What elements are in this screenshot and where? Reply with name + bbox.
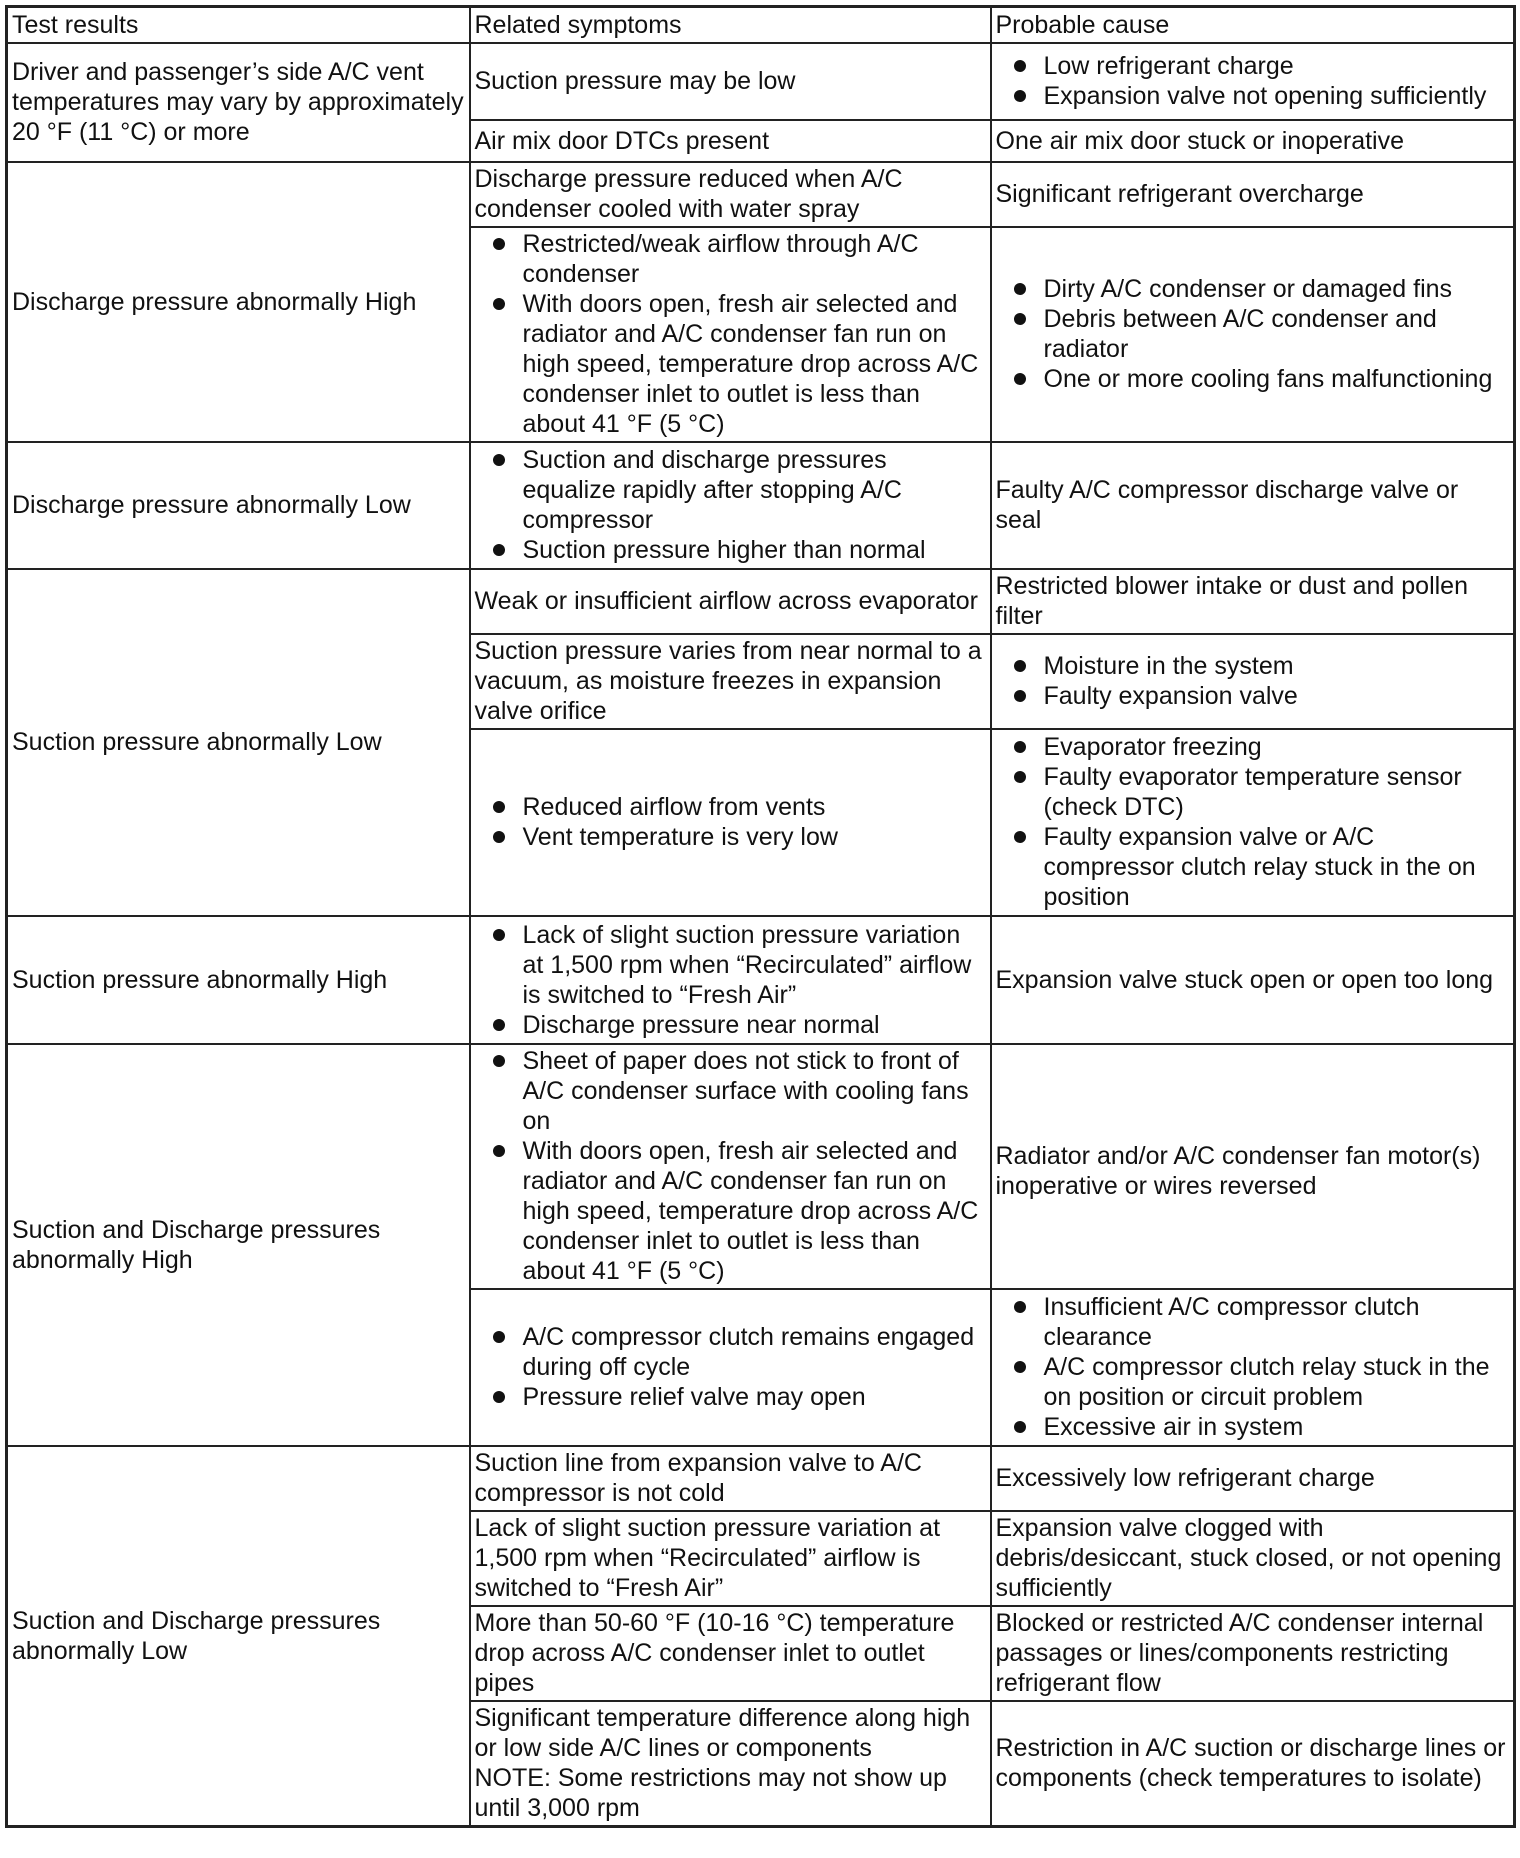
list-item: Reduced airflow from vents [475, 792, 986, 822]
list-item: Sheet of paper does not stick to front of A/C condenser surface with cooling fans on [475, 1046, 986, 1136]
symptom-cell: Weak or insufficient airflow across evaporator [470, 569, 991, 634]
symptom-text: Significant temperature difference along high or low side A/C lines or components [474, 1704, 971, 1762]
cause-list [996, 732, 1510, 912]
test-result-cell: Suction pressure abnormally Low [7, 569, 470, 916]
symptom-cell [470, 1044, 991, 1289]
symptom-list [475, 445, 986, 565]
symptom-list [475, 920, 986, 1040]
symptom-cell: More than 50-60 °F (10-16 °C) temperature drop across A/C condenser inlet to outlet pipes [470, 1606, 991, 1701]
test-result-cell: Suction pressure abnormally High [7, 916, 470, 1044]
table-row [7, 162, 1515, 227]
symptom-cell [470, 729, 991, 916]
cause-cell: Faulty A/C compressor discharge valve or seal [991, 442, 1515, 569]
list-item: Dirty A/C condenser or damaged fins [996, 274, 1510, 304]
list-item: One or more cooling fans malfunctioning [996, 364, 1510, 394]
list-item: With doors open, fresh air selected and radiator and A/C condenser fan run on high speed, temperature drop across A/C condenser inlet to outlet is less than about 41 °F (5 °C) [475, 289, 986, 439]
cause-cell: Restricted blower intake or dust and pollen filter [991, 569, 1515, 634]
cause-cell [991, 1289, 1515, 1446]
list-item: Evaporator freezing [996, 732, 1510, 762]
diagnosis-table [5, 5, 1516, 1828]
header-row [7, 7, 1515, 44]
symptom-cell [470, 227, 991, 442]
cause-cell: Significant refrigerant overcharge [991, 162, 1515, 227]
symptom-cell [470, 442, 991, 569]
list-item: Excessive air in system [996, 1412, 1510, 1442]
list-item: Vent temperature is very low [475, 822, 986, 852]
table-row [7, 569, 1515, 634]
symptom-cell: Suction line from expansion valve to A/C compressor is not cold [470, 1446, 991, 1511]
list-item: A/C compressor clutch relay stuck in the on position or circuit problem [996, 1352, 1510, 1412]
symptom-list [475, 1322, 986, 1412]
list-item: Discharge pressure near normal [475, 1010, 986, 1040]
cause-list [996, 1292, 1510, 1442]
list-item: A/C compressor clutch remains engaged during off cycle [475, 1322, 986, 1382]
table-row [7, 916, 1515, 1044]
symptom-list [475, 1046, 986, 1286]
cause-cell: Expansion valve clogged with debris/desiccant, stuck closed, or not opening sufficiently [991, 1511, 1515, 1606]
symptom-cell: Air mix door DTCs present [470, 120, 991, 162]
list-item: Faulty expansion valve [996, 681, 1510, 711]
header-related-symptoms: Related symptoms [470, 7, 991, 44]
symptom-cell: Discharge pressure reduced when A/C condenser cooled with water spray [470, 162, 991, 227]
cause-cell [991, 43, 1515, 120]
cause-cell: Restriction in A/C suction or discharge lines or components (check temperatures to isolate) [991, 1701, 1515, 1827]
test-result-cell: Suction and Discharge pressures abnormally High [7, 1044, 470, 1446]
cause-cell: Expansion valve stuck open or open too long [991, 916, 1515, 1044]
cause-cell [991, 227, 1515, 442]
table-row [7, 43, 1515, 120]
list-item: Suction pressure higher than normal [475, 535, 986, 565]
cause-cell: One air mix door stuck or inoperative [991, 120, 1515, 162]
symptom-cell: Suction pressure varies from near normal to a vacuum, as moisture freezes in expansion valve orifice [470, 634, 991, 729]
test-result-cell: Discharge pressure abnormally High [7, 162, 470, 442]
symptom-cell [470, 1289, 991, 1446]
test-result-cell: Suction and Discharge pressures abnormally Low [7, 1446, 470, 1827]
cause-cell [991, 634, 1515, 729]
list-item: Restricted/weak airflow through A/C condenser [475, 229, 986, 289]
list-item: Expansion valve not opening sufficiently [996, 81, 1510, 111]
symptom-cell [470, 1701, 991, 1827]
cause-cell: Excessively low refrigerant charge [991, 1446, 1515, 1511]
list-item: Lack of slight suction pressure variation at 1,500 rpm when “Recirculated” airflow is switched to “Fresh Air” [475, 920, 986, 1010]
symptom-cell [470, 916, 991, 1044]
test-result-cell: Driver and passenger’s side A/C vent temperatures may vary by approximately 20 °F (11 °C) or more [7, 43, 470, 162]
cause-cell [991, 729, 1515, 916]
list-item: Pressure relief valve may open [475, 1382, 986, 1412]
table-row [7, 1044, 1515, 1289]
cause-list [996, 274, 1510, 394]
diagnosis-table-container [5, 5, 1513, 1828]
cause-cell: Blocked or restricted A/C condenser internal passages or lines/components restricting refrigerant flow [991, 1606, 1515, 1701]
symptom-cell: Lack of slight suction pressure variation at 1,500 rpm when “Recirculated” airflow is switched to “Fresh Air” [470, 1511, 991, 1606]
list-item: Moisture in the system [996, 651, 1510, 681]
table-row [7, 442, 1515, 569]
list-item: Low refrigerant charge [996, 51, 1510, 81]
table-row [7, 1446, 1515, 1511]
header-probable-cause: Probable cause [991, 7, 1515, 44]
cause-cell: Radiator and/or A/C condenser fan motor(s) inoperative or wires reversed [991, 1044, 1515, 1289]
list-item: Insufficient A/C compressor clutch clearance [996, 1292, 1510, 1352]
list-item: Suction and discharge pressures equalize rapidly after stopping A/C compressor [475, 445, 986, 535]
list-item: With doors open, fresh air selected and radiator and A/C condenser fan run on high speed, temperature drop across A/C condenser inlet to outlet is less than about 41 °F (5 °C) [475, 1136, 986, 1286]
cause-list [996, 651, 1510, 711]
list-item: Faulty expansion valve or A/C compressor clutch relay stuck in the on position [996, 822, 1510, 912]
header-test-results: Test results [7, 7, 470, 44]
symptom-cell: Suction pressure may be low [470, 43, 991, 120]
symptom-list [475, 792, 986, 852]
cause-list [996, 51, 1510, 111]
test-result-cell: Discharge pressure abnormally Low [7, 442, 470, 569]
list-item: Faulty evaporator temperature sensor (check DTC) [996, 762, 1510, 822]
list-item: Debris between A/C condenser and radiator [996, 304, 1510, 364]
symptom-list [475, 229, 986, 439]
note-text: NOTE: Some restrictions may not show up until 3,000 rpm [474, 1764, 947, 1822]
